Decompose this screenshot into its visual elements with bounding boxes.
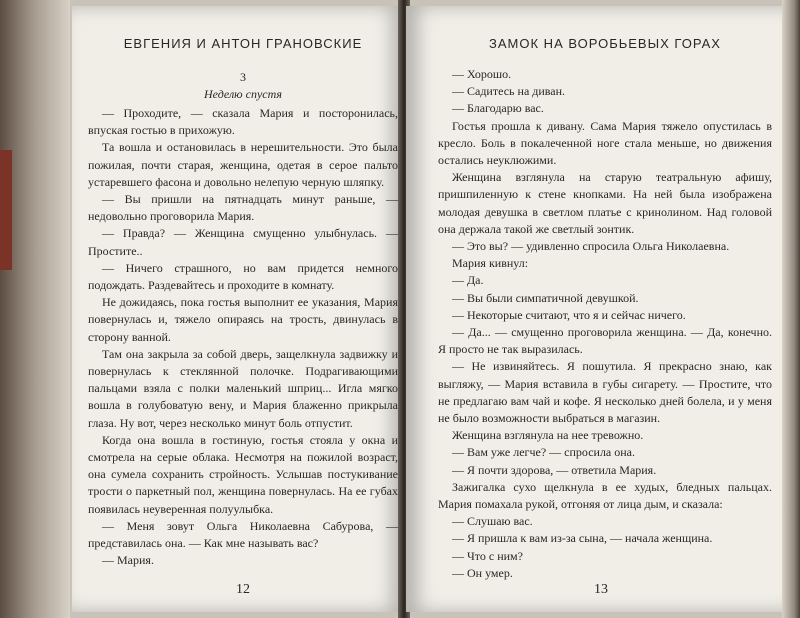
paragraph: — Это вы? — удивленно спросила Ольга Николаевна. bbox=[452, 239, 730, 254]
left-page-body bbox=[88, 105, 398, 569]
chapter-number: 3 bbox=[240, 70, 246, 84]
paragraph: Женщина взглянула на старую театральную афишу, пришпиленную к стене кнопками. На ней была изображена молодая девушка в светлом платье с кринолином. Над головой она держала такой же светлый зонтик. bbox=[438, 170, 772, 236]
paragraph: — Садитесь на диван. bbox=[452, 84, 566, 99]
paragraph: — Вы пришли на пятнадцать минут раньше, — недовольно проговорила Мария. bbox=[88, 192, 398, 224]
paragraph: — Ничего страшного, но вам придется немного подождать. Раздевайтесь и проходите в комнату. bbox=[88, 260, 398, 293]
paragraph: Та вошла и остановилась в нерешительности. Это была пожилая, почти старая, женщина, одетая в серое пальто устаревшего фасона и довольно нелепую черную шляпку. bbox=[88, 140, 398, 189]
cover-red-stripe bbox=[0, 150, 12, 270]
paragraph: — Правда? — Женщина смущенно улыбнулась. — Простите.. bbox=[88, 226, 398, 258]
paragraph: Когда она вошла в гостиную, гостья стояла у окна и смотрела на серые облака. Несмотря на пожилой возраст, она сумела сохранить стройность. Услышав постукивание трости о паркетный пол, женщина повернулась. На ее губах появилась неуверенная полуулыбка. bbox=[88, 432, 398, 516]
paragraph: — Он умер. bbox=[452, 565, 513, 580]
paragraph: — Я почти здорова, — ответила Мария. bbox=[452, 462, 657, 477]
right-page-body bbox=[438, 66, 772, 582]
right-page bbox=[406, 6, 786, 612]
paragraph: — Слушаю вас. bbox=[452, 514, 533, 529]
paragraph: — Вы были симпатичной девушкой. bbox=[452, 290, 639, 305]
running-head-left: ЕВГЕНИЯ И АНТОН ГРАНОВСКИЕ bbox=[123, 36, 363, 51]
book-cover-edge-right bbox=[782, 0, 800, 618]
paragraph: — Меня зовут Ольга Николаевна Сабурова, — представилась она. — Как мне называть вас? bbox=[88, 518, 398, 551]
paragraph: Там она закрыла за собой дверь, защелкнула задвижку и повернулась к стеклянной полочке. Подрагивающими пальцами взяла с полки маленький шприц... Игла мягко вошла в голубоватую вену, и Мария блаженно прикрыла глаза. Ну вот, через несколько минут боль отпустит. bbox=[88, 346, 398, 430]
paragraph: — Проходите, — сказала Мария и посторонилась, впуская гостью в прихожую. bbox=[88, 106, 398, 138]
paragraph: — Да... — смущенно проговорила женщина. — Да, конечно. Я просто не так выразилась. bbox=[438, 325, 772, 357]
paragraph: Женщина взглянула на нее тревожно. bbox=[452, 428, 644, 443]
paragraph: — Я пришла к вам из-за сына, — начала женщина. bbox=[452, 531, 713, 546]
paragraph: — Да. bbox=[452, 273, 484, 288]
chapter-subtitle: Неделю спустя bbox=[204, 87, 282, 101]
paragraph: — Вам уже легче? — спросила она. bbox=[452, 445, 636, 460]
paragraph: — Хорошо. bbox=[452, 67, 512, 81]
paragraph: — Мария. bbox=[102, 553, 154, 568]
page-number-left: 12 bbox=[236, 582, 250, 597]
book-cover-edge-left bbox=[0, 0, 70, 618]
paragraph: — Не извиняйтесь. Я пошутила. Я прекрасно знаю, как выгляжу, — Мария вставила в губы сигарету. — Простите, что не предлагаю вам чай и кофе. Я несколько дней болела, и у меня не было возможности выбраться в магазин. bbox=[438, 359, 772, 426]
paragraph: Гостья прошла к дивану. Сама Мария тяжело опустилась в кресло. Боль в покалеченной ноге стала меньше, но движения остались неуклюжими. bbox=[438, 118, 772, 168]
paragraph: — Что с ним? bbox=[452, 548, 523, 563]
left-page bbox=[72, 6, 402, 612]
paragraph: Не дожидаясь, пока гостья выполнит ее указания, Мария повернулась и, тяжело опираясь на трость, двинулась в сторону ванной. bbox=[88, 295, 398, 344]
running-head-right: ЗАМОК НА ВОРОБЬЕВЫХ ГОРАХ bbox=[489, 36, 721, 51]
paragraph: — Благодарю вас. bbox=[452, 101, 544, 116]
paragraph: Зажигалка сухо щелкнула в ее худых, бледных пальцах. Мария помахала рукой, отгоняя от лица дым, и сказала: bbox=[438, 479, 772, 512]
page-number-right: 13 bbox=[594, 582, 608, 597]
paragraph: Мария кивнул: bbox=[452, 256, 529, 271]
paragraph: — Некоторые считают, что я и сейчас ничего. bbox=[452, 307, 686, 322]
